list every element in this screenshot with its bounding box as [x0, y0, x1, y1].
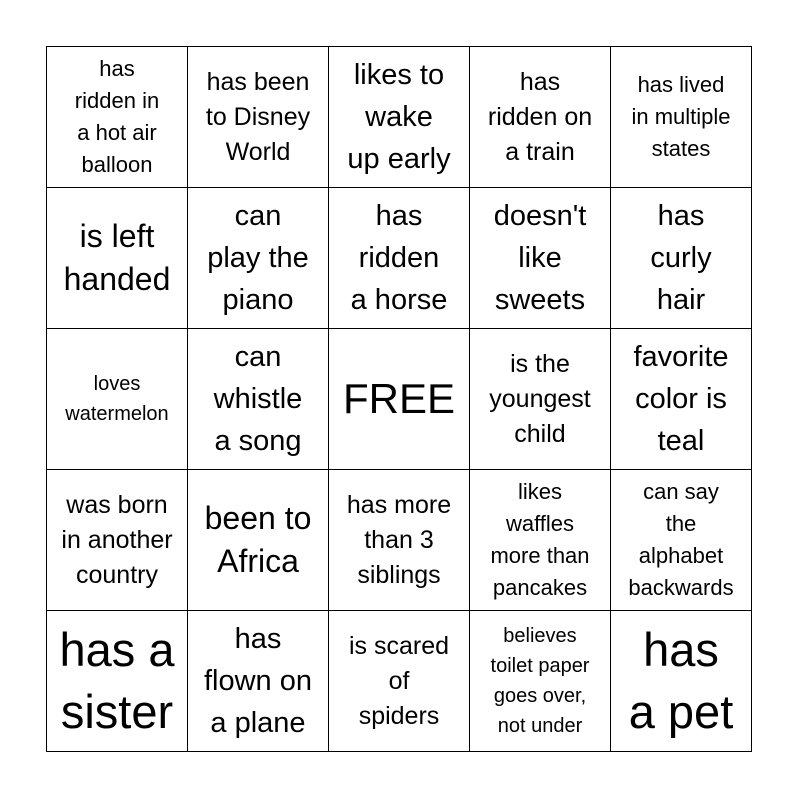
bingo-cell-r5c3[interactable]	[329, 611, 470, 752]
bingo-cell-r3c1[interactable]	[47, 329, 188, 470]
bingo-cell-text: has ridden in a hot air balloon	[74, 56, 160, 177]
bingo-cell-text: doesn't like sweets	[493, 200, 587, 316]
bingo-cell-r4c1[interactable]	[47, 470, 188, 611]
bingo-cell-text: has more than 3 siblings	[346, 490, 452, 589]
bingo-cell-text: is left handed	[63, 218, 171, 297]
bingo-cell-r2c4[interactable]	[470, 188, 611, 329]
bingo-cell-text: has a pet	[628, 623, 734, 738]
bingo-cell-r5c2[interactable]	[188, 611, 329, 752]
bingo-cell-r1c5[interactable]	[611, 47, 752, 188]
bingo-cell-text: was born in another country	[61, 490, 173, 589]
bingo-cell-r4c4[interactable]	[470, 470, 611, 611]
bingo-cell-text: can say the alphabet backwards	[628, 479, 734, 600]
bingo-cell-r1c3[interactable]	[329, 47, 470, 188]
bingo-cell-text: has ridden a horse	[350, 200, 448, 316]
bingo-cell-r5c4[interactable]	[470, 611, 611, 752]
bingo-cell-text: has been to Disney World	[205, 67, 311, 166]
bingo-cell-text: has flown on a plane	[203, 623, 312, 739]
bingo-cell-text: has curly hair	[650, 200, 712, 316]
bingo-cell-text: believes toilet paper goes over, not under	[490, 625, 590, 737]
bingo-cell-r2c1[interactable]	[47, 188, 188, 329]
free-space-label: FREE	[342, 375, 455, 422]
bingo-cell-r1c1[interactable]	[47, 47, 188, 188]
bingo-cell-r3c5[interactable]	[611, 329, 752, 470]
bingo-cell-text: has a sister	[59, 623, 175, 738]
bingo-cell-text: is the youngest child	[489, 349, 591, 448]
bingo-cell-text: has ridden on a train	[487, 67, 593, 166]
bingo-card-grid	[46, 46, 752, 752]
bingo-cell-text: favorite color is teal	[633, 341, 729, 457]
bingo-cell-free[interactable]	[329, 329, 470, 470]
bingo-cell-r2c5[interactable]	[611, 188, 752, 329]
bingo-cell-text: can play the piano	[207, 200, 309, 316]
bingo-cell-r1c4[interactable]	[470, 47, 611, 188]
bingo-cell-text: has lived in multiple states	[631, 72, 731, 161]
bingo-cell-text: is scared of spiders	[348, 631, 450, 730]
bingo-cell-r4c5[interactable]	[611, 470, 752, 611]
bingo-cell-text: likes waffles more than pancakes	[490, 479, 590, 600]
bingo-cell-r5c1[interactable]	[47, 611, 188, 752]
bingo-cell-r2c3[interactable]	[329, 188, 470, 329]
bingo-cell-r2c2[interactable]	[188, 188, 329, 329]
bingo-cell-r1c2[interactable]	[188, 47, 329, 188]
bingo-cell-text: been to Africa	[204, 500, 312, 579]
bingo-cell-r4c3[interactable]	[329, 470, 470, 611]
bingo-cell-r5c5[interactable]	[611, 611, 752, 752]
bingo-cell-r4c2[interactable]	[188, 470, 329, 611]
bingo-cell-text: likes to wake up early	[347, 59, 451, 175]
bingo-cell-r3c2[interactable]	[188, 329, 329, 470]
bingo-cell-r3c4[interactable]	[470, 329, 611, 470]
bingo-cell-text: can whistle a song	[213, 341, 303, 457]
bingo-cell-text: loves watermelon	[65, 373, 169, 425]
